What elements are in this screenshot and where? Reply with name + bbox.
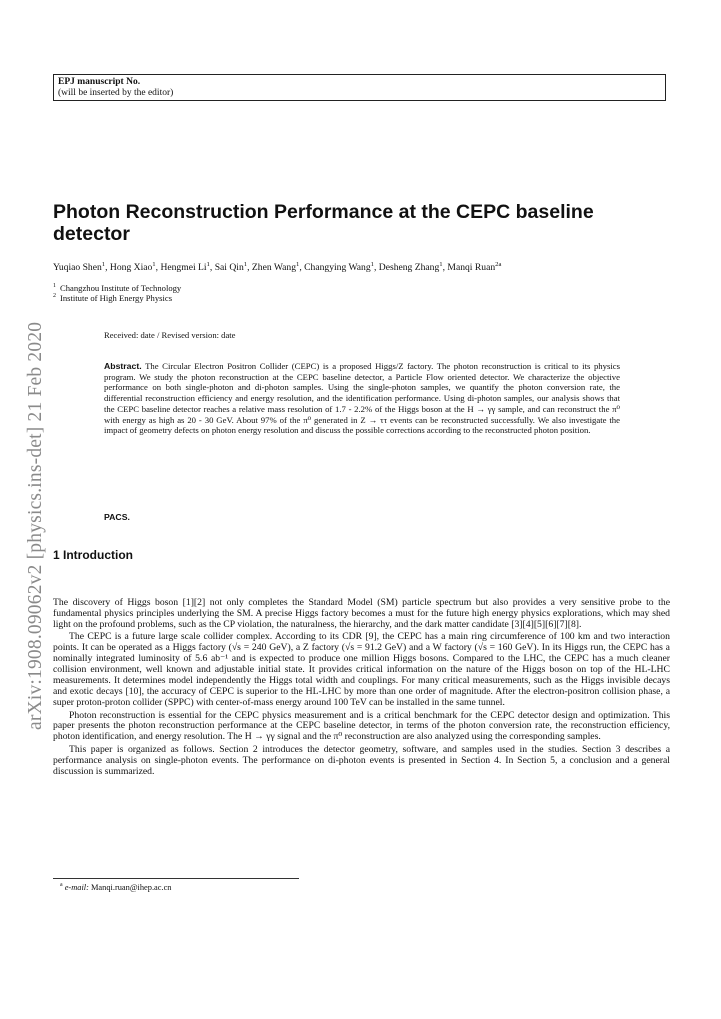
author bbox=[215, 262, 247, 273]
footnote-mark: a bbox=[60, 882, 63, 889]
affiliation-list bbox=[53, 283, 181, 303]
editor-note: (will be inserted by the editor) bbox=[58, 88, 174, 98]
journal-header-box bbox=[53, 74, 666, 101]
author bbox=[53, 262, 105, 273]
footnote-email[interactable]: Manqi.ruan@ihep.ac.cn bbox=[90, 883, 172, 892]
author-name: Hong Xiao bbox=[109, 262, 153, 273]
paragraph: The CEPC is a future large scale collider complex. According to its CDR [9], the CEPC has a main ring circumference of 100 km and two interaction points. It can be operated as a Higgs factory (√s = 240 GeV), a Z factory (√s = 91.2 GeV) and a W factory (√s = 160 GeV). In its Higgs run, the CEPC has a nominally integrated luminosity of 5.6 ab⁻¹ and is expected to produce one million Higgs bosons. Compared to the LHC, the CEPC has a much cleaner collision environment, well known and adjustable initial state. It provides critical information on the nature of the Higgs boson on top of the HL-LHC measurements. It determines model independently the Higgs total width and couplings. For many critical measurements, such as the Higgs invisible decays and exotic decays [10], the accuracy of CEPC is superior to the HL-LHC by more than one order of magnitude. After the electron-positron collision phase, a super proton-proton collider (SPPC) with center-of-mass energy around 100 TeV can be installed in the same tunnel. bbox=[53, 631, 670, 709]
author-affiliation-mark: 1 bbox=[206, 260, 210, 268]
author bbox=[379, 262, 443, 273]
author-name: Desheng Zhang bbox=[378, 262, 440, 273]
author-list: Yuqiao Shen$^1$, Hong Xiao$^1$, Hengmei Li$^1$, Sai Qin$^1$, Zhen Wang$^1$, Changying Wang$^1$, Desheng Zhang$^1$, Manqi Ruan$^{2a}$ bbox=[53, 260, 502, 273]
author-affiliation-mark: 1 bbox=[243, 260, 248, 268]
abstract-heading: Abstract. bbox=[104, 361, 142, 371]
paragraph: Photon reconstruction is essential for the CEPC physics measurement and is a critical benchmark for the CEPC detector design and optimization. This paper presents the photon reconstruction performance at the CEPC baseline detector, in terms of the photon conversion rate, the reconstruction efficiency, photon identification, and energy resolution. The H → γγ signal and the π⁰ reconstruction are also analyzed using the corresponding samples. bbox=[53, 709, 670, 743]
journal-name: EPJ manuscript No. bbox=[58, 77, 141, 87]
paragraph: This paper is organized as follows. Section 2 introduces the detector geometry, software, and samples used in the studies. Section 3 describes a performance analysis on single-photon events. The performance on di-photon events is presented in Section 4. In Section 5, a conclusion and a general discussion is summarized. bbox=[53, 743, 670, 777]
affiliation-number: 2 bbox=[53, 293, 57, 300]
author bbox=[160, 262, 209, 273]
paper-title: Photon Reconstruction Performance at the CEPC baseline detector bbox=[53, 201, 594, 245]
affiliation bbox=[53, 293, 181, 303]
author-affiliation-mark: 1 bbox=[152, 260, 156, 268]
paragraph: The discovery of Higgs boson [1][2] not only completes the Standard Model (SM) particle spectrum but also provides a very sensitive probe to the fundamental physics principles underlying the SM. A precise Higgs factory becomes a must for the future high energy physics explorations, which may shed light on the profound problems, such as the CP violation, the naturalness, the hierarchy, and the dark matter candidate [3][4][5][6][7][8]. bbox=[53, 597, 670, 630]
affiliation-number: 1 bbox=[53, 283, 57, 290]
author-affiliation-mark: 1 bbox=[296, 260, 300, 268]
author-name: Changying Wang bbox=[304, 262, 371, 273]
pacs-label: PACS. bbox=[104, 512, 130, 522]
arxiv-stamp: arXiv:1908.09062v2 [physics.ins-det] 21 Feb 2020 bbox=[25, 321, 46, 730]
affiliation-text: Changzhou Institute of Technology bbox=[60, 283, 182, 293]
author bbox=[252, 262, 299, 273]
abstract-text: The Circular Electron Positron Collider (CEPC) is a proposed Higgs/Z factory. The photon reconstruction is critical to its physics program. We study the photon reconstruction at the CEPC baseline detector, a Particle Flow oriented detector. We characterize the objective performance on both single-photon and di-photon samples. Using the single-photon samples, we quantify the photon conversion rate, the differential reconstruction efficiency and energy resolution, and the identification performance. Using di-photon samples, our analysis shows that the CEPC baseline detector reaches a relative mass resolution of 1.7 - 2.2% of the Higgs boson at the H → γγ sample, and can reconstruct the π⁰ with energy as high as 20 - 30 GeV. About 97% of the π⁰ generated in Z → ττ events can be reconstructed successfully. We also investigate the impact of geometry defects on photon energy resolution and discuss the possible corrections according to the reconstructed photon position. bbox=[104, 361, 621, 436]
section-body bbox=[53, 598, 670, 779]
author-affiliation-mark: 1 bbox=[370, 260, 374, 268]
received-date: Received: date / Revised version: date bbox=[104, 330, 236, 340]
section-heading: 1 Introduction bbox=[53, 548, 133, 562]
author-name: Manqi Ruan bbox=[447, 262, 496, 273]
author-name: Zhen Wang bbox=[251, 262, 296, 273]
author-affiliation-mark: 1 bbox=[101, 260, 106, 268]
affiliation bbox=[53, 283, 181, 293]
author-affiliation-mark: 1 bbox=[439, 260, 443, 268]
affiliation-text: Institute of High Energy Physics bbox=[60, 293, 173, 303]
author-name: Hengmei Li bbox=[160, 262, 207, 273]
abstract bbox=[104, 361, 620, 436]
author-affiliation-mark: 2a bbox=[495, 260, 502, 268]
footnote bbox=[60, 883, 171, 892]
author bbox=[447, 262, 501, 273]
author-name: Sai Qin bbox=[214, 262, 244, 273]
footnote-label: e-mail: bbox=[64, 883, 89, 892]
author bbox=[110, 262, 156, 273]
author-name: Yuqiao Shen bbox=[53, 262, 102, 273]
author bbox=[304, 262, 374, 273]
footnote-rule bbox=[53, 878, 299, 879]
